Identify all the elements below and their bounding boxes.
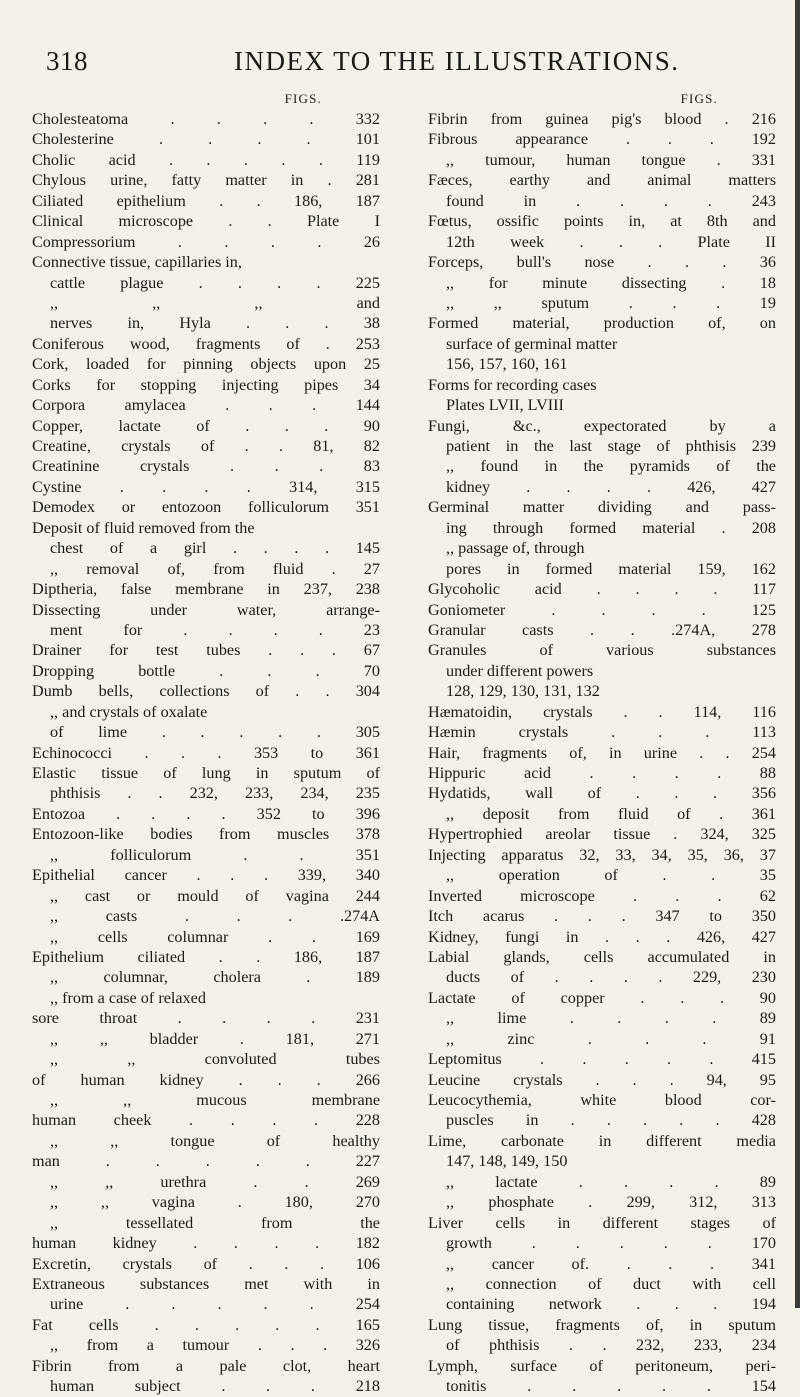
index-entry: ,, lime . . . . 89	[446, 1009, 776, 1028]
index-entry: Goniometer . . . . 125	[428, 600, 776, 619]
index-entry: Kidney, fungi in . . . 426, 427	[428, 927, 776, 946]
index-entry: Cystine . . . . 314, 315	[32, 477, 380, 496]
index-entry: Fibrous appearance . . . 192	[428, 130, 776, 149]
index-entry: Granular casts . . .274A, 278	[428, 620, 776, 639]
index-entry: Hydatids, wall of . . . 356	[428, 784, 776, 803]
index-entry: Entozoa . . . . 352 to 396	[32, 804, 380, 823]
index-entry: ,, lactate . . . . 89	[446, 1172, 776, 1191]
index-entry: Compressorium . . . . 26	[32, 232, 380, 251]
index-entry: Forceps, bull's nose . . . 36	[428, 253, 776, 272]
index-entry: ,, connection of duct with cell	[446, 1274, 776, 1293]
index-entry: Germinal matter dividing and pass-	[428, 498, 776, 517]
index-entry: found in . . . . 243	[446, 191, 776, 210]
index-entry: patient in the last stage of phthisis 239	[446, 437, 776, 455]
index-entry: Lime, carbonate in different media	[428, 1131, 776, 1150]
index-entry: ,, ,, convoluted tubes	[50, 1050, 380, 1069]
index-entry: Elastic tissue of lung in sputum of	[32, 764, 380, 782]
page-header	[46, 46, 766, 86]
index-entry: Drainer for test tubes . . . 67	[32, 641, 380, 660]
index-entry: Cholic acid . . . . . 119	[32, 150, 380, 169]
index-entry: Cholesterine . . . . 101	[32, 130, 380, 149]
index-entry: ,, from a tumour . . . 326	[50, 1336, 380, 1355]
index-entry: Formed material, production of, on	[428, 314, 776, 333]
index-entry: Ciliated epithelium . . 186, 187	[32, 191, 380, 210]
index-entry: Dissecting under water, arrange-	[32, 600, 380, 619]
index-entry: 12th week . . . Plate II	[446, 232, 776, 251]
index-entry: ,, removal of, from fluid . 27	[50, 559, 380, 578]
index-entry: Epithelium ciliated . . 186, 187	[32, 947, 380, 966]
index-entry: of lime . . . . . 305	[50, 723, 380, 742]
index-entry: ,, zinc . . . 91	[446, 1029, 776, 1048]
index-entry: Epithelial cancer . . . 339, 340	[32, 866, 380, 885]
index-entry: Clinical microscope . . Plate I	[32, 212, 380, 231]
index-entry: ,, ,, urethra . . 269	[50, 1172, 380, 1191]
index-entry: puscles in . . . . . 428	[446, 1111, 776, 1130]
index-entry: ,, ,, mucous membrane	[50, 1091, 380, 1109]
index-entry: Labial glands, cells accumulated in	[428, 947, 776, 966]
index-entry: surface of germinal matter	[446, 334, 618, 353]
index-entry: under different powers	[446, 661, 594, 680]
index-entry: ,, for minute dissecting . 18	[446, 273, 776, 292]
index-entry: Fibrin from a pale clot, heart	[32, 1356, 380, 1375]
index-entry: Dumb bells, collections of . . 304	[32, 682, 380, 701]
index-entry: growth . . . . . 170	[446, 1234, 776, 1253]
index-entry: Leucocythemia, white blood cor-	[428, 1091, 776, 1109]
index-entry: ,, and crystals of oxalate	[50, 702, 208, 721]
index-entry: Injecting apparatus 32, 33, 34, 35, 36, 37	[428, 845, 776, 864]
index-entry: urine . . . . . 254	[50, 1295, 380, 1314]
index-entry: Deposit of fluid removed from the	[32, 518, 255, 537]
index-entry: ,, deposit from fluid of . 361	[446, 804, 776, 823]
index-entry: Diptheria, false membrane in 237, 238	[32, 580, 380, 599]
index-entry: ,, folliculorum . . 351	[50, 845, 380, 864]
index-entry: ,, phosphate . 299, 312, 313	[446, 1193, 776, 1212]
index-entry: Granules of various substances	[428, 641, 776, 660]
index-entry: 156, 157, 160, 161	[446, 355, 568, 374]
index-entry: ,, cancer of. . . . 341	[446, 1254, 776, 1273]
index-entry: Hippuric acid . . . . 88	[428, 764, 776, 782]
index-entry: Lactate of copper . . . 90	[428, 988, 776, 1007]
index-entry: Chylous urine, fatty matter in . 281	[32, 171, 380, 190]
index-entry: tonitis . . . . . 154	[446, 1377, 776, 1396]
index-entry: ,, ,, sputum . . . 19	[446, 293, 776, 312]
index-entry: ducts of . . . . 229, 230	[446, 968, 776, 987]
index-entry: Creatine, crystals of . . 81, 82	[32, 437, 380, 455]
index-entry: Coniferous wood, fragments of . 253	[32, 334, 380, 353]
index-entry: Lung tissue, fragments of, in sputum	[428, 1315, 776, 1334]
index-entry: human kidney . . . . 182	[32, 1234, 380, 1253]
index-entry: human cheek . . . . 228	[32, 1111, 380, 1130]
index-entry: containing network . . . 194	[446, 1295, 776, 1314]
index-entry: chest of a girl . . . . 145	[50, 539, 380, 558]
index-entry: Hypertrophied areolar tissue . 324, 325	[428, 825, 776, 844]
index-entry: Itch acarus . . . 347 to 350	[428, 907, 776, 926]
index-entry: ,, found in the pyramids of the	[446, 457, 776, 476]
index-entry: Fæces, earthy and animal matters	[428, 171, 776, 190]
index-entry: Cholesteatoma . . . . 332	[32, 110, 380, 128]
index-entry: of phthisis . . 232, 233, 234	[446, 1336, 776, 1355]
index-entry: Echinococci . . . 353 to 361	[32, 743, 380, 762]
index-entry: Hair, fragments of, in urine . . 254	[428, 743, 776, 762]
index-column-right	[428, 89, 776, 1397]
index-entry: ,, casts . . . .274A	[50, 907, 380, 926]
index-entry: Inverted microscope . . . 62	[428, 886, 776, 905]
index-entry: ,, ,, vagina . 180, 270	[50, 1193, 380, 1212]
index-entry: sore throat . . . . 231	[32, 1009, 380, 1028]
index-entry: ,, operation of . . 35	[446, 866, 776, 885]
index-entry: Plates LVII, LVIII	[446, 396, 564, 415]
index-entry: ,, passage of, through	[446, 539, 585, 558]
index-entry: Hæmatoidin, crystals . . 114, 116	[428, 702, 776, 721]
index-entry: Forms for recording cases	[428, 375, 597, 394]
index-entry: kidney . . . . 426, 427	[446, 477, 776, 496]
index-entry: ,, ,, ,, and	[50, 293, 380, 312]
index-entry: Glycoholic acid . . . . 117	[428, 580, 776, 599]
index-entry: ,, cells columnar . . 169	[50, 927, 380, 946]
index-entry: Liver cells in different stages of	[428, 1213, 776, 1232]
page-number: 318	[46, 46, 88, 76]
running-title: INDEX TO THE ILLUSTRATIONS.	[234, 46, 680, 76]
index-entry: ,, tumour, human tongue . 331	[446, 150, 776, 169]
index-entry: Lymph, surface of peritoneum, peri-	[428, 1356, 776, 1375]
index-entry: Fat cells . . . . . 165	[32, 1315, 380, 1334]
index-entry: Corks for stopping injecting pipes 34	[32, 375, 380, 394]
index-entry: Fœtus, ossific points in, at 8th and	[428, 212, 776, 231]
index-entry: 147, 148, 149, 150	[446, 1152, 568, 1171]
figs-heading: FIGS.	[680, 91, 718, 106]
index-entry: pores in formed material 159, 162	[446, 559, 776, 578]
index-entry: Excretin, crystals of . . . 106	[32, 1254, 380, 1273]
index-entry: ,, cast or mould of vagina 244	[50, 886, 380, 905]
index-entry: human subject . . . 218	[50, 1377, 380, 1396]
index-entry: ing through formed material . 208	[446, 518, 776, 537]
index-entry: 128, 129, 130, 131, 132	[446, 682, 600, 701]
index-entry: Leucine crystals . . . 94, 95	[428, 1070, 776, 1089]
index-entry: nerves in, Hyla . . . 38	[50, 314, 380, 333]
index-entry: Copper, lactate of . . . 90	[32, 416, 380, 435]
index-entry: Fibrin from guinea pig's blood . 216	[428, 110, 776, 128]
index-entry: phthisis . . 232, 233, 234, 235	[50, 784, 380, 803]
index-entry: Extraneous substances met with in	[32, 1274, 380, 1293]
index-entry: of human kidney . . . 266	[32, 1070, 380, 1089]
index-entry: ,, ,, tongue of healthy	[50, 1131, 380, 1150]
index-entry: ,, from a case of relaxed	[50, 988, 206, 1007]
index-entry: Creatinine crystals . . . 83	[32, 457, 380, 476]
index-entry: Demodex or entozoon folliculorum 351	[32, 498, 380, 517]
index-entry: man . . . . . 227	[32, 1152, 380, 1171]
index-entry: Leptomitus . . . . . 415	[428, 1050, 776, 1069]
index-entry: Dropping bottle . . . 70	[32, 661, 380, 680]
index-entry: Hæmin crystals . . . 113	[428, 723, 776, 742]
index-entry: ,, ,, bladder . 181, 271	[50, 1029, 380, 1048]
figs-heading: FIGS.	[284, 91, 322, 106]
page-edge-shadow	[795, 0, 800, 1308]
index-entry: cattle plague . . . . 225	[50, 273, 380, 292]
index-entry: Cork, loaded for pinning objects upon 25	[32, 355, 380, 374]
index-entry: Connective tissue, capillaries in,	[32, 253, 242, 272]
index-entry: Corpora amylacea . . . 144	[32, 396, 380, 415]
index-column-left	[32, 89, 380, 1397]
index-entry: ment for . . . . 23	[50, 620, 380, 639]
index-entry: ,, columnar, cholera . 189	[50, 968, 380, 987]
index-entry: Entozoon-like bodies from muscles 378	[32, 825, 380, 844]
index-entry: ,, tessellated from the	[50, 1213, 380, 1232]
index-entry: Fungi, &c., expectorated by a	[428, 416, 776, 435]
